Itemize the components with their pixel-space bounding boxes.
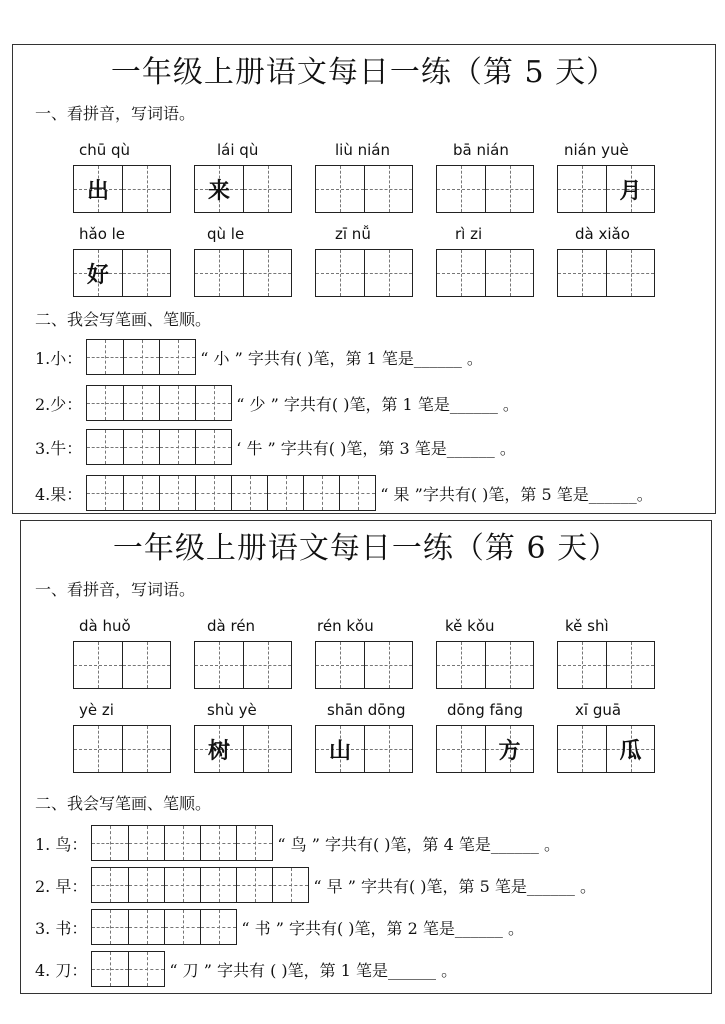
pinyin-label: kě kǒu — [445, 617, 495, 635]
grid-char — [437, 726, 485, 772]
grid-char — [74, 642, 122, 688]
grid-char: 好 — [86, 261, 109, 288]
stroke-grid[interactable] — [86, 385, 232, 421]
grid-char — [558, 250, 606, 296]
grid-char — [316, 250, 364, 296]
writing-grid[interactable] — [73, 249, 171, 297]
grid-char — [244, 250, 291, 296]
grid-char — [123, 642, 170, 688]
writing-grid[interactable] — [436, 165, 534, 213]
pinyin-label: bā nián — [453, 141, 509, 159]
stroke-question — [35, 337, 483, 377]
grid-char: 瓜 — [619, 737, 642, 764]
worksheet-day-6 — [20, 520, 712, 994]
writing-grid[interactable] — [436, 641, 534, 689]
grid-char: 方 — [498, 737, 521, 764]
writing-grid[interactable] — [315, 249, 413, 297]
pinyin-label: hǎo le — [79, 225, 126, 243]
pinyin-label: dōng fāng — [447, 701, 523, 719]
writing-grid[interactable] — [73, 165, 171, 213]
grid-char — [365, 726, 412, 772]
stroke-question — [35, 949, 457, 989]
grid-char — [244, 166, 291, 212]
pinyin-label: kě shì — [565, 617, 609, 635]
stroke-question-label: 3. 书： — [35, 918, 88, 938]
writing-grid[interactable] — [557, 165, 655, 213]
pinyin-label: lái qù — [217, 141, 259, 159]
grid-char — [365, 166, 412, 212]
grid-char: 山 — [328, 737, 351, 764]
grid-char — [74, 726, 122, 772]
grid-char — [195, 642, 243, 688]
grid-char — [558, 642, 606, 688]
stroke-question — [35, 427, 516, 467]
section-stroke-heading: 二、我会写笔画、笔顺。 — [35, 794, 212, 813]
stroke-question-text: “ 小 ” 字共有( )笔，第 1 笔是______ 。 — [200, 348, 483, 368]
worksheet-title: 一年级上册语文每日一练（第 5 天） — [110, 55, 618, 90]
grid-char — [365, 642, 412, 688]
grid-char — [607, 642, 654, 688]
pinyin-label: zī nǚ — [335, 225, 371, 243]
pinyin-label: dà huǒ — [79, 617, 131, 635]
pinyin-label: dà rén — [207, 617, 256, 635]
worksheet-title: 一年级上册语文每日一练（第 6 天） — [112, 531, 620, 566]
writing-grid[interactable] — [315, 641, 413, 689]
section-pinyin-heading: 一、看拼音，写词语。 — [35, 104, 196, 123]
stroke-question-label: 2. 早： — [35, 876, 88, 896]
stroke-question-text: “ 刀 ” 字共有 ( )笔，第 1 笔是______ 。 — [169, 960, 458, 980]
stroke-grid[interactable] — [91, 951, 165, 987]
grid-char — [316, 166, 364, 212]
pinyin-label: yè zi — [79, 701, 114, 719]
writing-grid[interactable] — [194, 249, 292, 297]
stroke-grid[interactable] — [86, 339, 196, 375]
grid-char — [244, 642, 291, 688]
pinyin-label: nián yuè — [564, 141, 629, 159]
writing-grid[interactable] — [194, 641, 292, 689]
pinyin-label: xī guā — [575, 701, 622, 719]
stroke-grid[interactable] — [86, 475, 376, 511]
stroke-question-text: “ 书 ” 字共有( )笔，第 2 笔是______ 。 — [241, 918, 524, 938]
grid-char: 出 — [86, 177, 109, 204]
grid-char — [558, 166, 606, 212]
pinyin-label: dà xiǎo — [575, 225, 630, 243]
section-pinyin-heading: 一、看拼音，写词语。 — [35, 580, 196, 599]
grid-char — [316, 642, 364, 688]
writing-grid[interactable] — [194, 725, 292, 773]
stroke-question-label: 3.牛： — [35, 438, 83, 458]
stroke-question — [35, 865, 596, 905]
writing-grid[interactable] — [436, 725, 534, 773]
stroke-question-label: 1.小： — [35, 348, 83, 368]
stroke-question-text: “ 鸟 ” 字共有( )笔，第 4 笔是______ 。 — [277, 834, 560, 854]
pinyin-label: chū qù — [79, 141, 131, 159]
writing-grid[interactable] — [436, 249, 534, 297]
grid-char — [437, 166, 485, 212]
grid-char: 来 — [207, 177, 230, 204]
writing-grid[interactable] — [557, 249, 655, 297]
stroke-grid[interactable] — [91, 867, 309, 903]
stroke-question — [35, 383, 519, 423]
stroke-grid[interactable] — [86, 429, 232, 465]
stroke-question-text: “ 少 ” 字共有( )笔，第 1 笔是______ 。 — [236, 394, 519, 414]
stroke-question-label: 2.少： — [35, 394, 83, 414]
writing-grid[interactable] — [315, 725, 413, 773]
pinyin-label: rì zi — [455, 225, 483, 243]
grid-char — [123, 250, 170, 296]
grid-char — [123, 726, 170, 772]
writing-grid[interactable] — [557, 641, 655, 689]
stroke-question — [35, 907, 524, 947]
writing-grid[interactable] — [73, 725, 171, 773]
pinyin-label: qù le — [207, 225, 245, 243]
stroke-question-text: ‘ 牛 ” 字共有( )笔，第 3 笔是______ 。 — [236, 438, 516, 458]
grid-char — [365, 250, 412, 296]
pinyin-label: rén kǒu — [317, 617, 374, 635]
worksheet-day-5 — [12, 44, 716, 514]
section-stroke-heading: 二、我会写笔画、笔顺。 — [35, 310, 212, 329]
writing-grid[interactable] — [315, 165, 413, 213]
grid-char — [437, 642, 485, 688]
pinyin-label: shù yè — [207, 701, 257, 719]
grid-char — [486, 166, 533, 212]
stroke-question-text: “ 早 ” 字共有( )笔，第 5 笔是______ 。 — [313, 876, 596, 896]
grid-char — [558, 726, 606, 772]
writing-grid[interactable] — [73, 641, 171, 689]
stroke-question-label: 4.果： — [35, 484, 83, 504]
writing-grid[interactable] — [557, 725, 655, 773]
grid-char: 月 — [619, 177, 642, 204]
stroke-grid[interactable] — [91, 909, 237, 945]
grid-char — [195, 250, 243, 296]
stroke-question-text: “ 果 ”字共有( )笔，第 5 笔是______。 — [380, 484, 653, 504]
writing-grid[interactable] — [194, 165, 292, 213]
grid-char — [437, 250, 485, 296]
grid-char: 树 — [207, 737, 230, 764]
grid-char — [123, 166, 170, 212]
grid-char — [607, 250, 654, 296]
grid-char — [486, 642, 533, 688]
grid-char — [486, 250, 533, 296]
stroke-question-label: 1. 鸟： — [35, 834, 88, 854]
stroke-grid[interactable] — [91, 825, 273, 861]
pinyin-label: shān dōng — [327, 701, 406, 719]
grid-char — [244, 726, 291, 772]
stroke-question — [35, 473, 653, 513]
pinyin-label: liù nián — [335, 141, 390, 159]
stroke-question-label: 4. 刀： — [35, 960, 88, 980]
stroke-question — [35, 823, 560, 863]
